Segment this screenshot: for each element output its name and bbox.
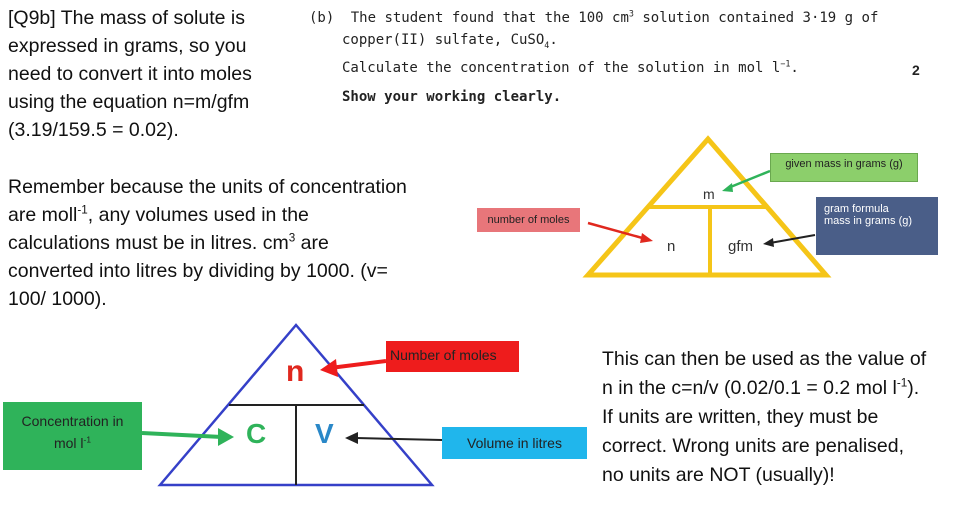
remember-line-3 xyxy=(8,229,478,257)
conclusion-line-5: no units are NOT (usually)! xyxy=(602,464,835,486)
remember-line-2 xyxy=(8,201,478,229)
remember-line-3a: calculations must be in litres. cm xyxy=(8,232,289,254)
big-triangle-left-letter: C xyxy=(246,418,267,449)
remember-line-3-sup: 3 xyxy=(288,231,296,245)
question-line-4: Show your working clearly. xyxy=(342,89,562,105)
remember-text xyxy=(8,173,478,313)
number-of-moles-label-small: number of moles xyxy=(477,208,580,232)
number-of-moles-label-big: Number of moles xyxy=(386,341,519,372)
intro-line-2: expressed in grams, so you xyxy=(8,35,247,57)
small-triangle-top-letter: m xyxy=(703,186,715,202)
question-marks: 2 xyxy=(912,62,920,78)
conclusion-line-2b: ). xyxy=(907,377,920,399)
intro-line-5: (3.19/159.5 = 0.02). xyxy=(8,119,179,141)
remember-line-2b: , any volumes used in the xyxy=(87,204,309,226)
conclusion-line-2a: n in the c=n/v (0.02/0.1 = 0.2 mol l xyxy=(602,377,897,399)
question-line-3b: . xyxy=(790,60,799,76)
conclusion-line-2-sup: -1 xyxy=(896,376,908,390)
question-line-3 xyxy=(342,60,799,76)
remember-line-5: 100/ 1000). xyxy=(8,288,107,310)
concentration-label-line-2 xyxy=(3,432,142,454)
intro-line-4: using the equation n=m/gfm xyxy=(8,91,250,113)
gfm-label-line-2: mass in grams (g) xyxy=(824,215,913,227)
remember-line-2a: are moll xyxy=(8,204,78,226)
question-line-3a: Calculate the concentration of the solution in mol l xyxy=(342,60,781,76)
concentration-label-unit-sup: -1 xyxy=(83,434,91,445)
question-line-3-sup: −1 xyxy=(780,58,791,69)
red-arrow-big xyxy=(330,361,386,368)
big-triangle-top-letter: n xyxy=(286,355,305,388)
question-line-2 xyxy=(342,32,558,48)
big-triangle-right-letter: V xyxy=(315,418,334,449)
concentration-label-line-1: Concentration in xyxy=(21,413,124,429)
gfm-label-line-1: gram formula xyxy=(824,203,889,215)
question-line-1-sup: 3 xyxy=(628,8,634,19)
small-triangle-left-letter: n xyxy=(667,238,676,255)
conclusion-line-2 xyxy=(602,374,972,403)
remember-line-1: Remember because the units of concentration xyxy=(8,176,407,198)
conclusion-line-4: correct. Wrong units are penalised, xyxy=(602,435,905,457)
question-part: (b) xyxy=(309,10,335,26)
conclusion-text xyxy=(602,345,972,490)
conclusion-line-3: If units are written, they must be xyxy=(602,406,879,428)
question-line-2-sub: 4 xyxy=(544,39,550,50)
intro-line-3: need to convert it into moles xyxy=(8,63,252,85)
question-line-2b: . xyxy=(549,32,558,48)
intro-line-1: [Q9b] The mass of solute is xyxy=(8,7,245,29)
concentration-label xyxy=(3,402,142,470)
conclusion-line-1: This can then be used as the value of xyxy=(602,348,927,370)
intro-text xyxy=(8,4,308,144)
given-mass-label: given mass in grams (g) xyxy=(770,153,918,182)
gfm-label xyxy=(816,197,938,255)
question-line-1a: The student found that the 100 cm xyxy=(350,10,629,26)
question-line-1 xyxy=(309,10,878,26)
question-line-2a: copper(II) sulfate, CuSO xyxy=(342,32,545,48)
small-triangle-right-letter: gfm xyxy=(728,238,754,255)
remember-line-3b: are xyxy=(295,232,329,254)
remember-line-4: converted into litres by dividing by 1000. (v= xyxy=(8,260,388,282)
question-line-1b: solution contained 3·19 g of xyxy=(633,10,879,26)
concentration-label-unit: mol l xyxy=(53,435,84,451)
volume-label: Volume in litres xyxy=(442,427,587,459)
remember-line-2-sup: -1 xyxy=(77,203,88,217)
